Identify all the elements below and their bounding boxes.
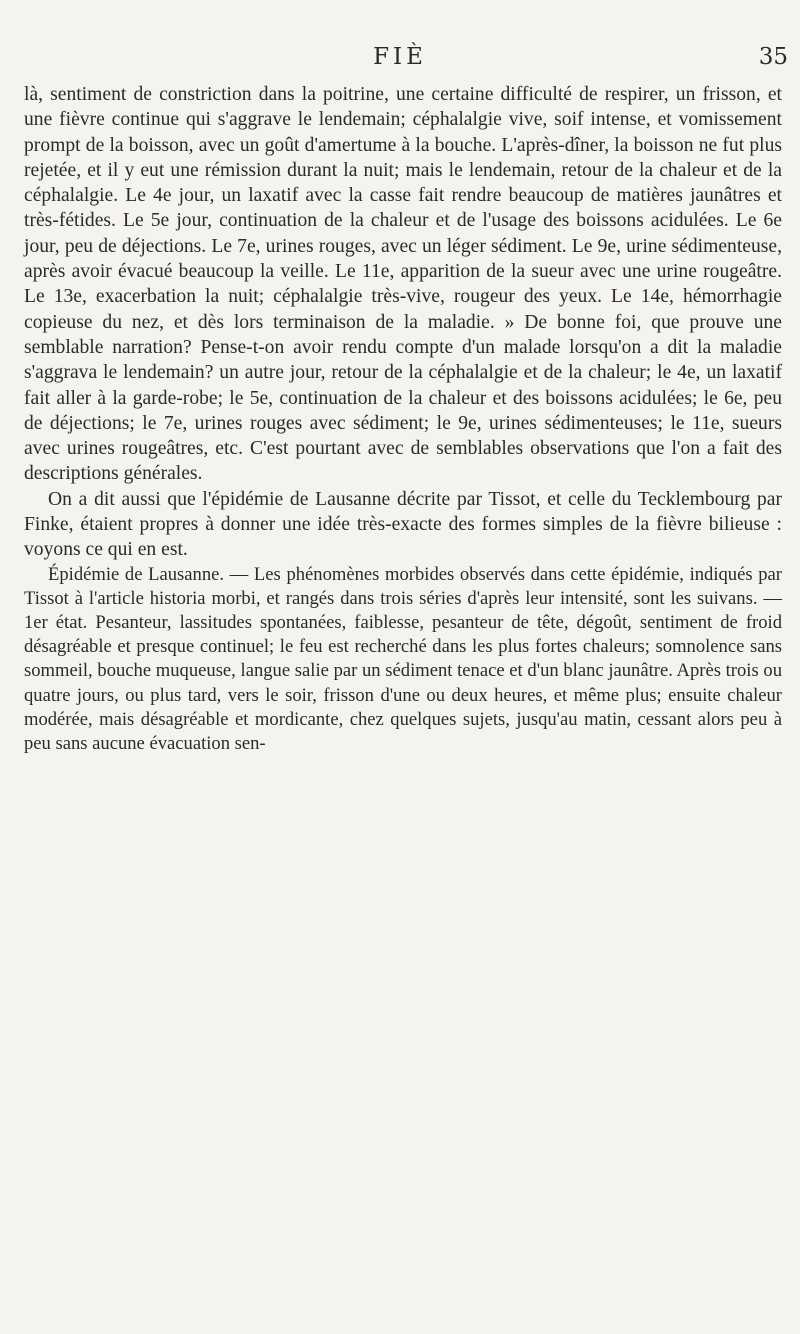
page-number: 35: [758, 44, 788, 70]
page-header: [0, 44, 800, 74]
paragraph-lausanne-epidemic: Épidémie de Lausanne. — Les phénomènes morbides observés dans cette épidémie, indiqués par Tissot à l'article historia morbi, et rangés dans trois séries d'après leur intensité, sont les suivans. — 1er état. Pesanteur, lassitudes spontanées, faiblesse, pesanteur de tête, dégoût, sentiment de froid désagréable et presque continuel; le feu est recherché dans les plus fortes chaleurs; somnolence sans sommeil, bouche muqueuse, langue salie par un sédiment tenace et d'un blanc jaunâtre. Après trois ou quatre jours, ou plus tard, vers le soir, frisson d'une ou deux heures, et même plus; ensuite chaleur modérée, mais désagréable et mordicante, chez quelques sujets, jusqu'au matin, cessant alors peu à peu sans aucune évacuation sen-: [24, 563, 782, 755]
body-text: [24, 82, 782, 756]
paragraph-lausanne-intro: On a dit aussi que l'épidémie de Lausanne décrite par Tissot, et celle du Tecklembourg par Finke, étaient propres à donner une idée très-exacte des formes simples de la fièvre bilieuse : voyons ce qui en est.: [24, 488, 782, 561]
paragraph-case-narrative: là, sentiment de constriction dans la poitrine, une certaine difficulté de respirer, un frisson, et une fièvre continue qui s'aggrave le lendemain; céphalalgie vive, soif intense, et vomissement prompt de la boisson, avec un goût d'amertume à la bouche. L'après-dîner, la boisson ne fut plus rejetée, et il y eut une rémission durant la nuit; mais le lendemain, retour de la chaleur et de la céphalalgie. Le 4e jour, un laxatif avec la casse fait rendre beaucoup de matières jaunâtres et très-fétides. Le 5e jour, continuation de la chaleur et de l'usage des boissons acidulées. Le 6e jour, peu de déjections. Le 7e, urines rouges, avec un léger sédiment. Le 9e, urine sédimenteuse, après avoir évacué beaucoup la veille. Le 11e, apparition de la sueur avec une urine rougeâtre. Le 13e, exacerbation la nuit; céphalalgie très-vive, rougeur des yeux. Le 14e, hémorrhagie copieuse du nez, et dès lors terminaison de la maladie. » De bonne foi, que prouve une semblable narration? Pense-t-on avoir rendu compte d'un malade lorsqu'on a dit la maladie s'aggrava le lendemain? un autre jour, retour de la céphalalgie et de la chaleur; le 4e, un laxatif fait aller à la garde-robe; le 5e, continuation de la chaleur et des boissons acidulées; le 6e, peu de déjections; le 7e, urines rouges avec sédiment; le 9e, urines sédimenteuses; le 11e, sueurs avec urines rougeâtres, etc. C'est pourtant avec de semblables observations que l'on a fait des descriptions générales.: [24, 84, 782, 485]
running-title: FIÈ: [373, 44, 427, 70]
